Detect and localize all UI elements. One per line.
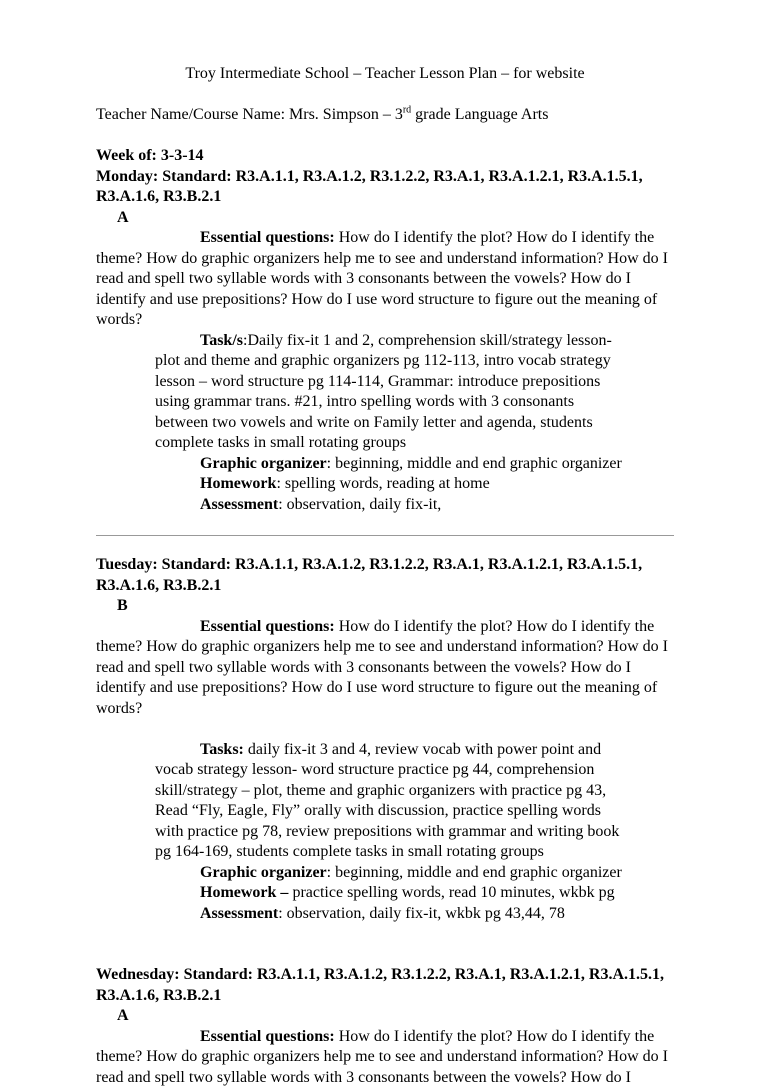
eq-label: Essential questions: <box>200 618 335 635</box>
document-page <box>96 64 674 1088</box>
go-text: : beginning, middle and end graphic organizer <box>327 455 622 472</box>
as-label: Assessment <box>200 905 278 922</box>
hw-text: : spelling words, reading at home <box>276 475 489 492</box>
teacher-line <box>96 105 674 126</box>
hw-label: Homework <box>200 475 276 492</box>
go-label: Graphic organizer <box>200 455 327 472</box>
eq-text: How do I identify the plot? How do I identify the theme? How do graphic organizers help me to see and understand information? How do I read and spell two syllable words with 3 consonants between the vowels? How do I identify and use prepositions? How do I use word structure to figure out the meaning of words? <box>96 618 668 717</box>
tasks-text: daily fix-it 3 and 4, review vocab with power point and vocab strategy lesson- word structure practice pg 44, comprehension skill/strategy – plot, theme and graphic organizers with practice pg 43, Read “Fly, Eagle, Fly” orally with discussion, practice spelling words with practice pg 78, review prepositions with grammar and writing book pg 164-169, students complete tasks in small rotating groups <box>155 741 619 861</box>
day-letter: B <box>96 596 674 617</box>
day-heading: Monday: Standard: R3.A.1.1, R3.A.1.2, R3.1.2.2, R3.A.1, R3.A.1.2.1, R3.A.1.5.1, R3.A.1.6, R3.B.2.1 <box>96 168 643 206</box>
essential-questions <box>96 1027 674 1088</box>
eq-label: Essential questions: <box>200 1028 335 1045</box>
graphic-organizer <box>200 454 674 475</box>
eq-text: How do I identify the plot? How do I identify the theme? How do graphic organizers help me to see and understand information? How do I read and spell two syllable words with 3 consonants between the vowels? How do I identify and use prepositions? How do I use word structure to figure out the meaning of words? <box>96 229 668 328</box>
homework <box>200 883 674 904</box>
as-text: : observation, daily fix-it, <box>278 496 441 513</box>
week-of: Week of: 3-3-14 <box>96 147 204 164</box>
eq-label: Essential questions: <box>200 229 335 246</box>
divider <box>96 535 674 536</box>
go-text: : beginning, middle and end graphic organizer <box>327 864 622 881</box>
tasks <box>155 331 630 454</box>
day-tuesday <box>96 555 674 924</box>
as-text: : observation, daily fix-it, wkbk pg 43,44, 78 <box>278 905 565 922</box>
hw-text: practice spelling words, read 10 minutes, wkbk pg <box>288 884 614 901</box>
homework <box>200 474 674 495</box>
tasks-label: Task/s <box>200 332 243 349</box>
essential-questions <box>96 617 674 720</box>
hw-label: Homework – <box>200 884 288 901</box>
graphic-organizer <box>200 863 674 884</box>
tasks-text: :Daily fix-it 1 and 2, comprehension skill/strategy lesson- plot and theme and graphic organizers pg 112-113, intro vocab strategy lesson – word structure pg 114-114, Grammar: introduce prepositions using grammar trans. #21, intro spelling words with 3 consonants between two vowels and write on Family letter and agenda, students complete tasks in small rotating groups <box>155 332 612 452</box>
day-wednesday <box>96 965 674 1088</box>
essential-questions <box>96 228 674 331</box>
day-heading: Wednesday: Standard: R3.A.1.1, R3.A.1.2, R3.1.2.2, R3.A.1, R3.A.1.2.1, R3.A.1.5.1, R3.A.1.6, R3.B.2.1 <box>96 966 664 1004</box>
document-title: Troy Intermediate School – Teacher Lesson Plan – for website <box>96 64 674 85</box>
assessment <box>200 904 674 925</box>
tasks <box>155 740 630 863</box>
day-letter: A <box>96 1006 674 1027</box>
eq-text: How do I identify the plot? How do I identify the theme? How do graphic organizers help me to see and understand information? How do I read and spell two syllable words with 3 consonants between the vowels? How do I <box>96 1028 668 1086</box>
as-label: Assessment <box>200 496 278 513</box>
ordinal-suffix: rd <box>403 105 411 116</box>
tasks-label: Tasks: <box>200 741 244 758</box>
go-label: Graphic organizer <box>200 864 327 881</box>
course-name: grade Language Arts <box>411 106 548 123</box>
day-letter: A <box>96 208 674 229</box>
teacher-label: Teacher Name/Course Name: Mrs. Simpson – 3 <box>96 106 403 123</box>
assessment <box>200 495 674 516</box>
day-monday <box>96 167 674 516</box>
day-heading: Tuesday: Standard: R3.A.1.1, R3.A.1.2, R3.1.2.2, R3.A.1, R3.A.1.2.1, R3.A.1.5.1, R3.A.1.6, R3.B.2.1 <box>96 556 642 594</box>
